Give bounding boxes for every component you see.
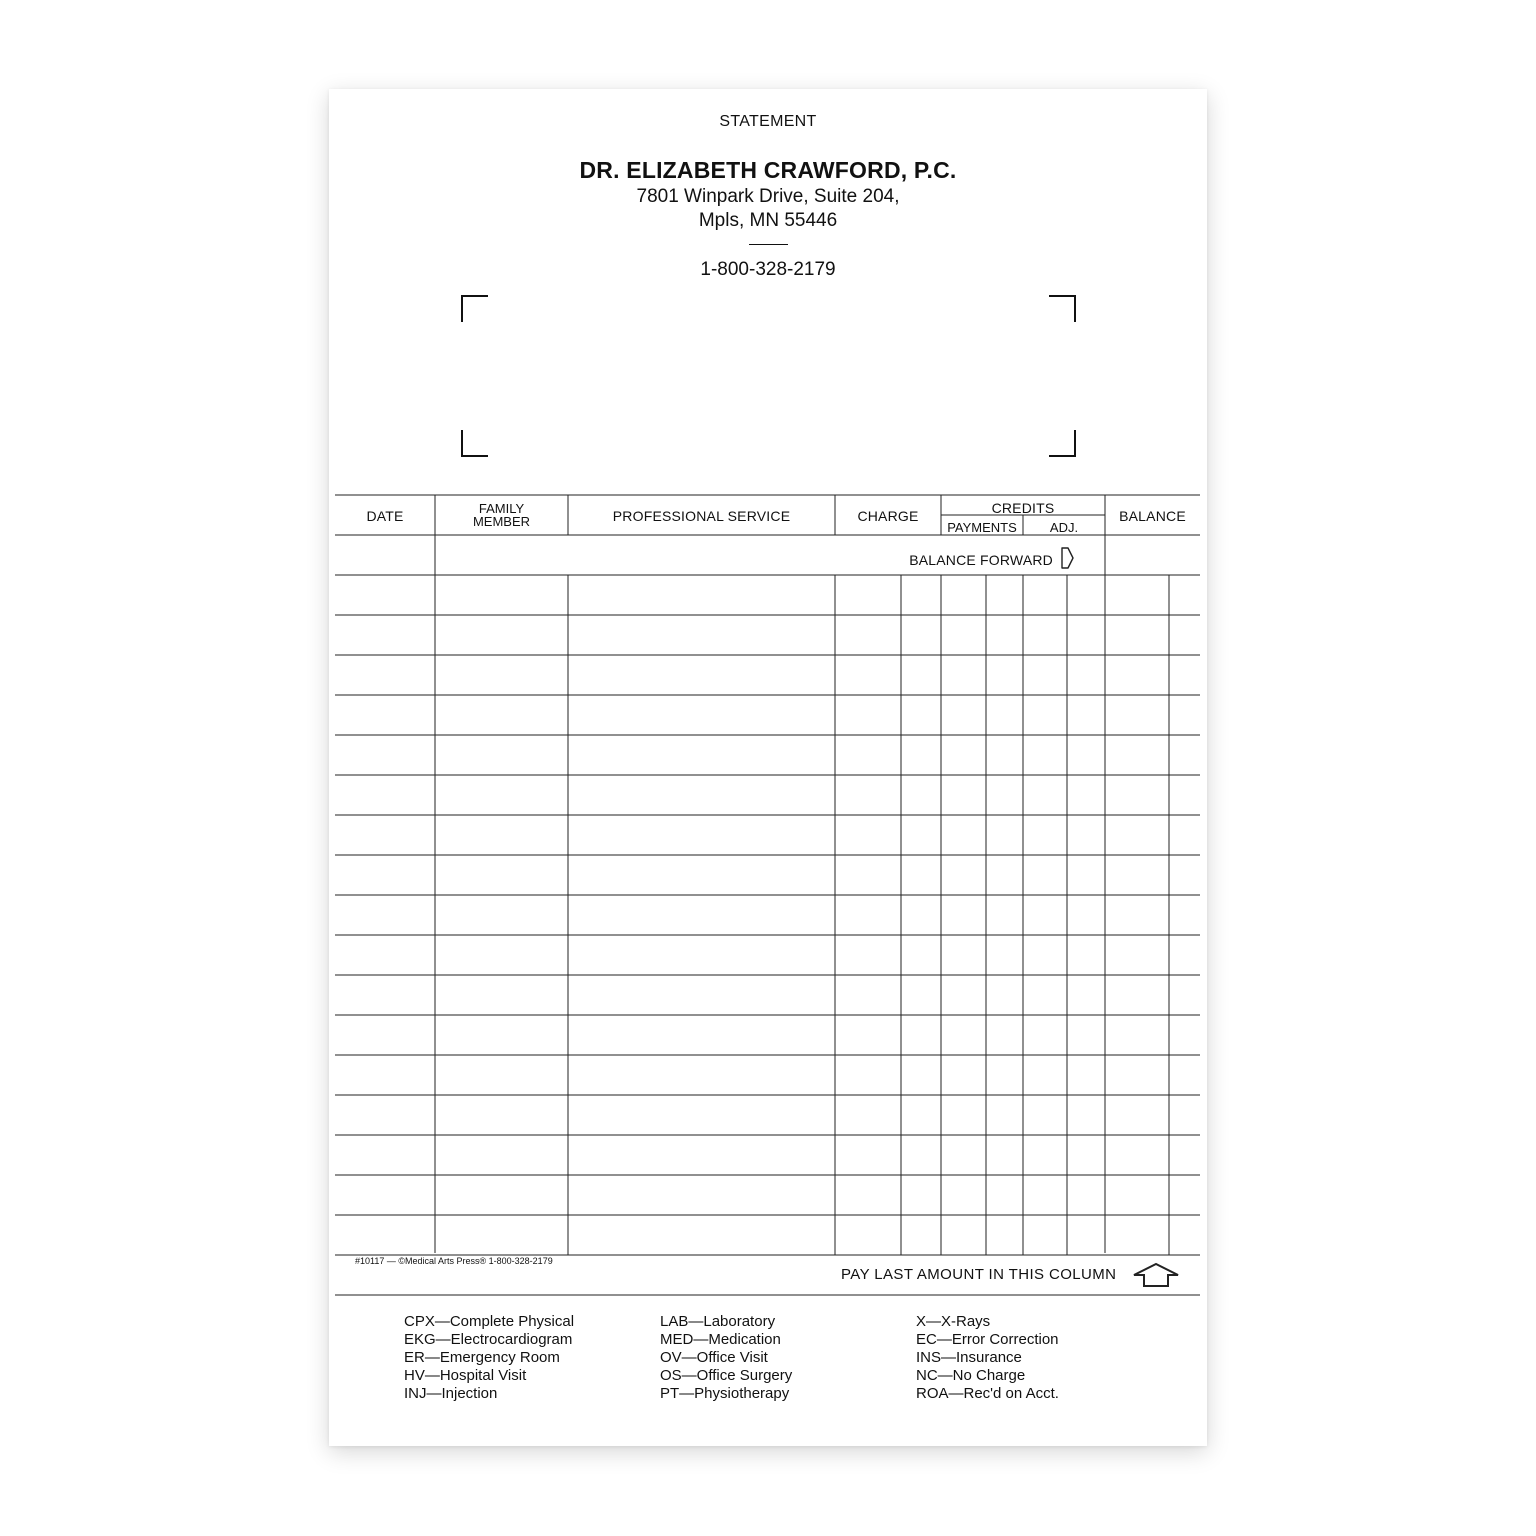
- legend-item: CPX—Complete Physical: [404, 1313, 575, 1330]
- legend-item: NC—No Charge: [916, 1367, 1026, 1384]
- legend-item: PT—Physiotherapy: [660, 1385, 790, 1402]
- legend-item: EC—Error Correction: [916, 1331, 1059, 1348]
- legend-item: ROA—Rec'd on Acct.: [916, 1385, 1059, 1402]
- up-arrow-icon: [1134, 1264, 1178, 1286]
- legend-item: MED—Medication: [660, 1331, 781, 1348]
- legend-item: X—X-Rays: [916, 1313, 991, 1330]
- col-header-balance: BALANCE: [1119, 508, 1186, 524]
- col-header-date: DATE: [366, 508, 404, 524]
- legend-item: OV—Office Visit: [660, 1349, 768, 1366]
- legend-item: OS—Office Surgery: [660, 1367, 793, 1384]
- legend-column-2: [660, 1313, 792, 1403]
- legend-item: INS—Insurance: [916, 1349, 1022, 1366]
- form-number: #10117 — ©Medical Arts Press® 1-800-328-2179: [355, 1256, 553, 1266]
- statement-form: [329, 89, 1207, 1446]
- col-header-family-member: [435, 502, 568, 528]
- col-header-credits: CREDITS: [991, 500, 1055, 516]
- col-header-payments: PAYMENTS: [947, 520, 1017, 535]
- legend-item: EKG—Electrocardiogram: [404, 1331, 573, 1348]
- doctor-name: DR. ELIZABETH CRAWFORD, P.C.: [579, 157, 957, 183]
- row-rules: [335, 575, 1200, 1295]
- statement-label: STATEMENT: [719, 113, 817, 130]
- legend-column-3: [916, 1313, 1059, 1403]
- legend-column-1: [404, 1313, 574, 1403]
- phone-number: 1-800-328-2179: [700, 259, 836, 280]
- pay-last-amount-label: PAY LAST AMOUNT IN THIS COLUMN: [841, 1266, 1117, 1283]
- body-cols: [568, 575, 1169, 1255]
- legend-item: HV—Hospital Visit: [404, 1367, 527, 1384]
- legend-item: LAB—Laboratory: [660, 1313, 776, 1330]
- address-line-1: 7801 Winpark Drive, Suite 204,: [636, 186, 900, 207]
- col-header-charge: CHARGE: [857, 508, 919, 524]
- legend-item: INJ—Injection: [404, 1385, 498, 1402]
- col-header-adj: ADJ.: [1049, 520, 1079, 535]
- ledger-grid: [329, 89, 1207, 1446]
- col-header-family-line2: MEMBER: [472, 514, 531, 529]
- balance-forward-label: BALANCE FORWARD: [909, 552, 1053, 568]
- balance-forward-arrow-icon: [1062, 548, 1073, 568]
- col-header-family-line1: FAMILY: [478, 501, 525, 516]
- legend-item: ER—Emergency Room: [404, 1349, 560, 1366]
- address-line-2: Mpls, MN 55446: [698, 210, 838, 231]
- col-header-professional-service: PROFESSIONAL SERVICE: [612, 508, 791, 524]
